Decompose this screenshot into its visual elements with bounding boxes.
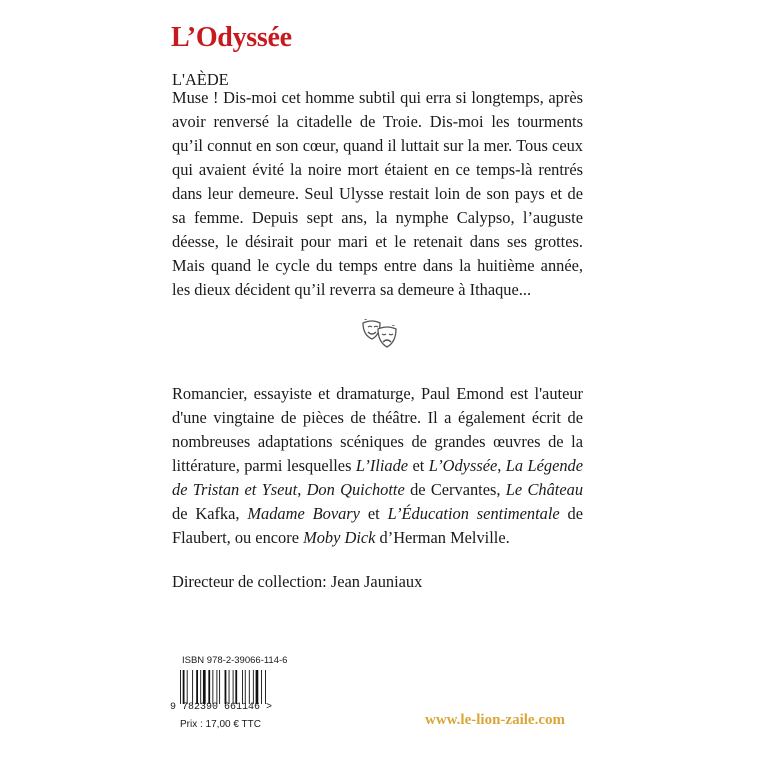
barcode-digits: 9 782390 661146 > <box>170 702 273 713</box>
author-bio: Romancier, essayiste et dramaturge, Paul Emond est l'auteur d'une vingtaine de pièces de théâtre. Il a également écrit de nombreuses adaptations scéniques de grandes œuvres de la littérature, parmi lesquelles L’Iliade et L’Odyssée, La Légende de Tristan et Yseut, Don Quichotte de Cervantes, Le Château de Kafka, Madame Bovary et L’Éducation sentimentale de Flaubert, ou encore Moby Dick d’Herman Melville. <box>172 384 584 547</box>
publisher-website-link[interactable]: www.le-lion-zaile.com <box>425 712 565 728</box>
section-heading: L'AÈDE <box>172 70 229 89</box>
book-title: L’Odyssée <box>171 22 292 53</box>
isbn-label: ISBN 978-2-39066-114-6 <box>182 655 288 666</box>
synopsis-text: Muse ! Dis-moi cet homme subtil qui erra si longtemps, après avoir renversé la citadelle de Troie. Dis-moi les tourments qu’il connut en son cœur, quand il luttait sur la mer. Tous ceux qui avaient évité la noire mort étaient en ce temps-là rentrés dans leur demeure. Seul Ulysse restait loin de son pays et de sa femme. Depuis sept ans, la nymphe Calypso, l’auguste déesse, le désirait pour mari et le retenait dans ses grottes. Mais quand le cycle du temps entre dans la huitième année, les dieux décident qu’il reverra sa demeure à Ithaque... <box>172 88 583 299</box>
theater-masks-icon <box>360 317 400 351</box>
barcode-image <box>178 670 288 704</box>
price-label: Prix : 17,00 € TTC <box>180 719 261 730</box>
collection-director: Directeur de collection: Jean Jauniaux <box>172 572 423 591</box>
